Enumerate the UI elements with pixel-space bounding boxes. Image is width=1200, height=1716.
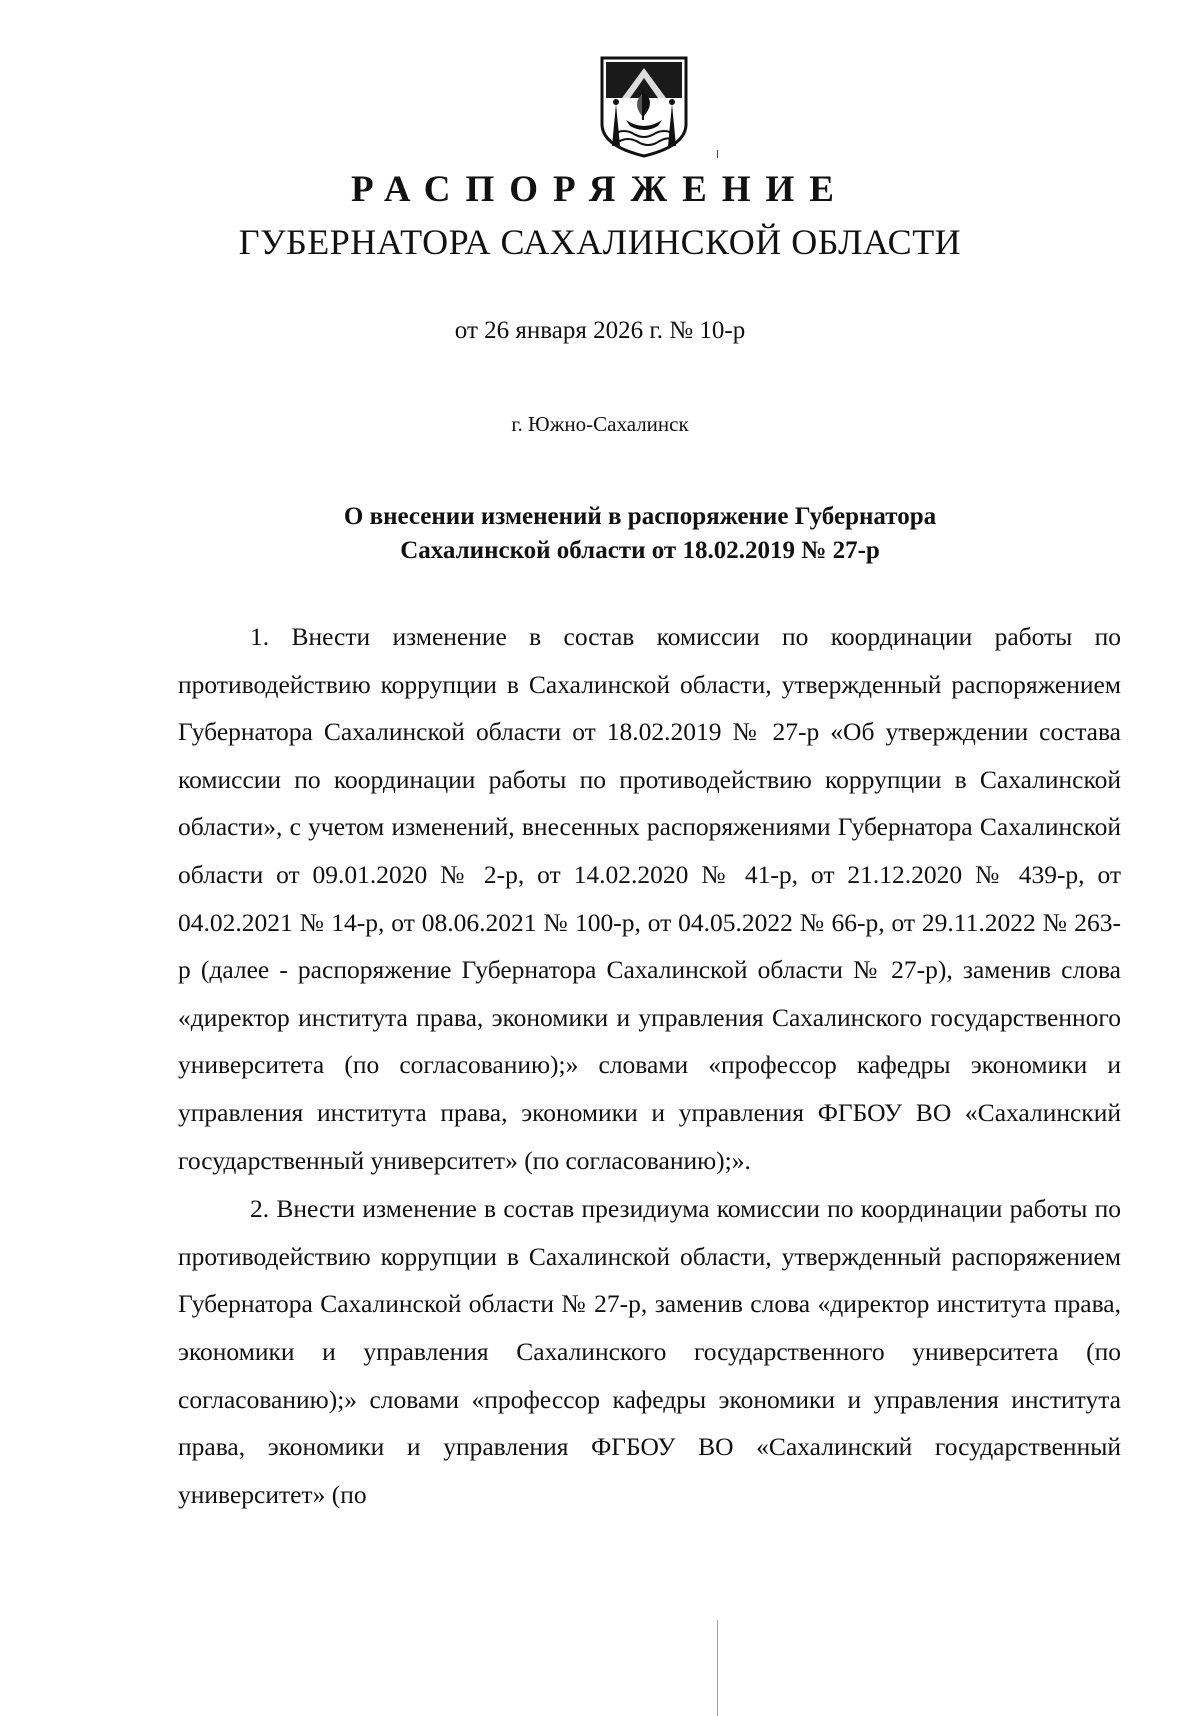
coat-of-arms-icon xyxy=(596,54,692,158)
scan-fold-mark xyxy=(717,1620,718,1716)
paragraph-text: Внести изменение в состав президиума комиссии по координации работы по противодействию коррупции в Сахалинской области, утвержденный распоряжением Губернатора Сахалинской области № 27-р, заменив слова «директор института права, экономики и управления Сахалинского государственного университета (по согласованию);» словами «профессор кафедры экономики и управления института права, экономики и управления ФГБОУ ВО «Сахалинский государственный университет» (по xyxy=(178,1194,1122,1509)
paragraph-number: 2. xyxy=(250,1194,270,1224)
subject-line-2: Сахалинской области от 18.02.2019 № 27-р xyxy=(400,537,880,564)
body-paragraph-2 xyxy=(178,1185,1121,1518)
document-subject xyxy=(280,500,1000,568)
paragraph-text: Внести изменение в состав комиссии по координации работы по противодействию коррупции в Сахалинской области, утвержденный распоряжением Губернатора Сахалинской области от 18.02.2019 № 27-р «Об утверждении состава комиссии по координации работы по противодействию коррупции в Сахалинской области», с учетом изменений, внесенных распоряжениями Губернатора Сахалинской области от 09.01.2020 № 2-р, от 14.02.2020 № 41-р, от 21.12.2020 № 439-р, от 04.02.2021 № 14-р, от 08.06.2021 № 100-р, от 04.05.2022 № 66-р, от 29.11.2022 № 263-р (далее - распоряжение Губернатора Сахалинской области № 27-р), заменив слова «директор института права, экономики и управления Сахалинского государственного университета (по согласованию);» словами «профессор кафедры экономики и управления института права, экономики и управления ФГБОУ ВО «Сахалинский государственный университет» (по согласованию);». xyxy=(178,622,1122,1175)
paragraph-number: 1. xyxy=(250,622,270,651)
document-date-number: от 26 января 2026 г. № 10-р xyxy=(454,317,746,344)
document-type-title: РАСПОРЯЖЕНИЕ xyxy=(350,169,849,210)
document-body xyxy=(178,613,1121,1519)
issuer-title: ГУБЕРНАТОРА САХАЛИНСКОЙ ОБЛАСТИ xyxy=(238,222,962,262)
body-paragraph-1 xyxy=(178,613,1121,1184)
subject-line-1: О внесении изменений в распоряжение Губернатора xyxy=(343,503,937,530)
scan-fold-mark xyxy=(717,150,718,158)
document-city: г. Южно-Сахалинск xyxy=(511,412,689,436)
